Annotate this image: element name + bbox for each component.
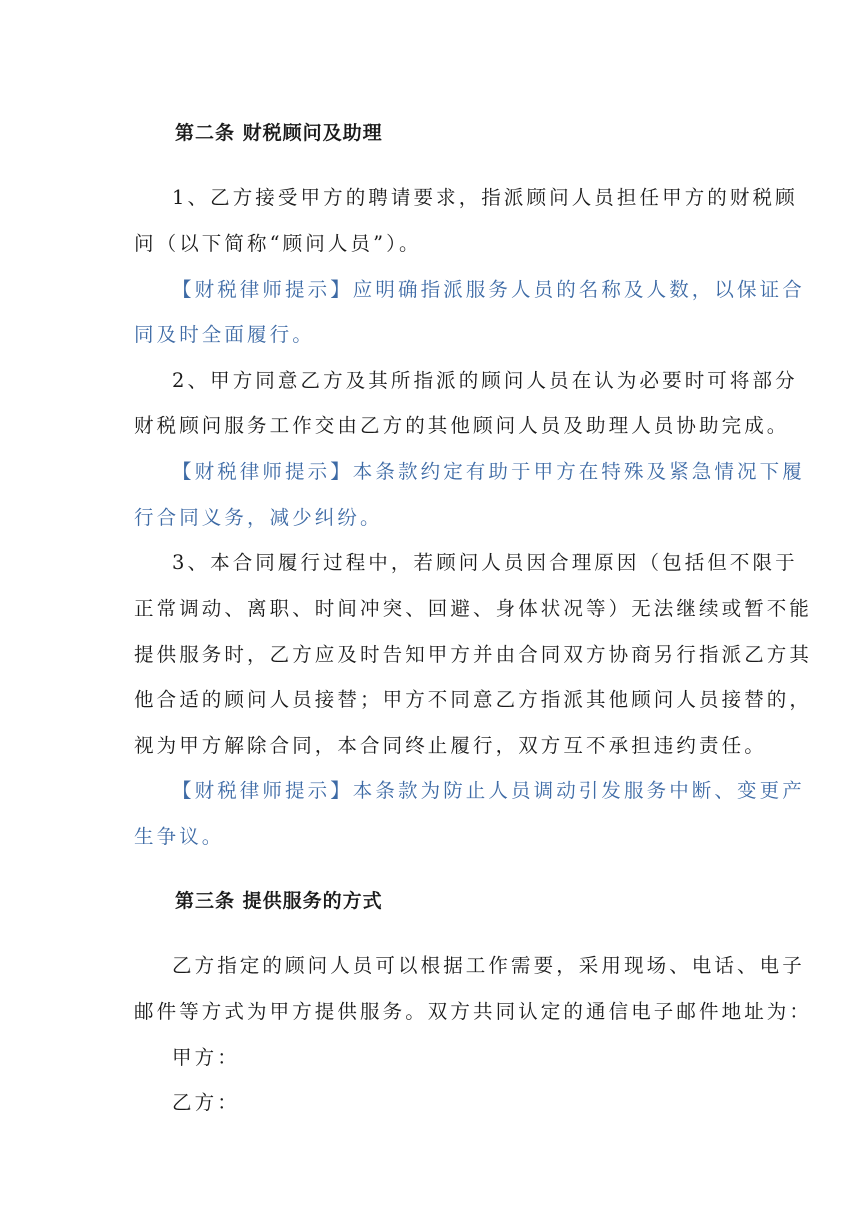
article-2-tip2-line2: 行合同义务，减少纠纷。 bbox=[134, 506, 383, 529]
article-2-tip3-line1: 【财税律师提示】本条款为防止人员调动引发服务中断、变更产 bbox=[172, 779, 805, 802]
article-2-tip1-line1: 【财税律师提示】应明确指派服务人员的名称及人数，以保证合 bbox=[172, 278, 805, 301]
article-2-p1-line2: 问（以下简称“顾问人员”）。 bbox=[134, 232, 422, 255]
article-3-p1-line1: 乙方指定的顾问人员可以根据工作需要，采用现场、电话、电子 bbox=[172, 954, 805, 977]
article-2-heading: 第二条 财税顾问及助理 bbox=[175, 122, 383, 144]
article-2-p3-line4: 他合适的顾问人员接替；甲方不同意乙方指派其他顾问人员接替的， bbox=[134, 688, 813, 711]
article-2-tip1-line2: 同及时全面履行。 bbox=[134, 323, 315, 346]
article-2-p2-line2: 财税顾问服务工作交由乙方的其他顾问人员及助理人员协助完成。 bbox=[134, 414, 790, 437]
article-2-p1-line1: 1、乙方接受甲方的聘请要求，指派顾问人员担任甲方的财税顾 bbox=[172, 186, 798, 209]
article-2-p3-line1: 3、本合同履行过程中，若顾问人员因合理原因（包括但不限于 bbox=[172, 551, 798, 574]
article-2-p3-line5: 视为甲方解除合同，本合同终止履行，双方互不承担违约责任。 bbox=[134, 734, 767, 757]
party-b-label: 乙方： bbox=[172, 1091, 240, 1114]
article-2-p3-line2: 正常调动、离职、时间冲突、回避、身体状况等）无法继续或暂不能 bbox=[134, 597, 813, 620]
article-2-tip2-line1: 【财税律师提示】本条款约定有助于甲方在特殊及紧急情况下履 bbox=[172, 460, 805, 483]
article-2-tip3-line2: 生争议。 bbox=[134, 825, 225, 848]
article-2-p2-line1: 2、甲方同意乙方及其所指派的顾问人员在认为必要时可将部分 bbox=[172, 369, 798, 392]
article-2-p3-line3: 提供服务时，乙方应及时告知甲方并由合同双方协商另行指派乙方其 bbox=[134, 643, 813, 666]
article-3-heading: 第三条 提供服务的方式 bbox=[175, 890, 383, 912]
article-3-p1-line2: 邮件等方式为甲方提供服务。双方共同认定的通信电子邮件地址为： bbox=[134, 1000, 813, 1023]
party-a-label: 甲方： bbox=[172, 1046, 240, 1069]
